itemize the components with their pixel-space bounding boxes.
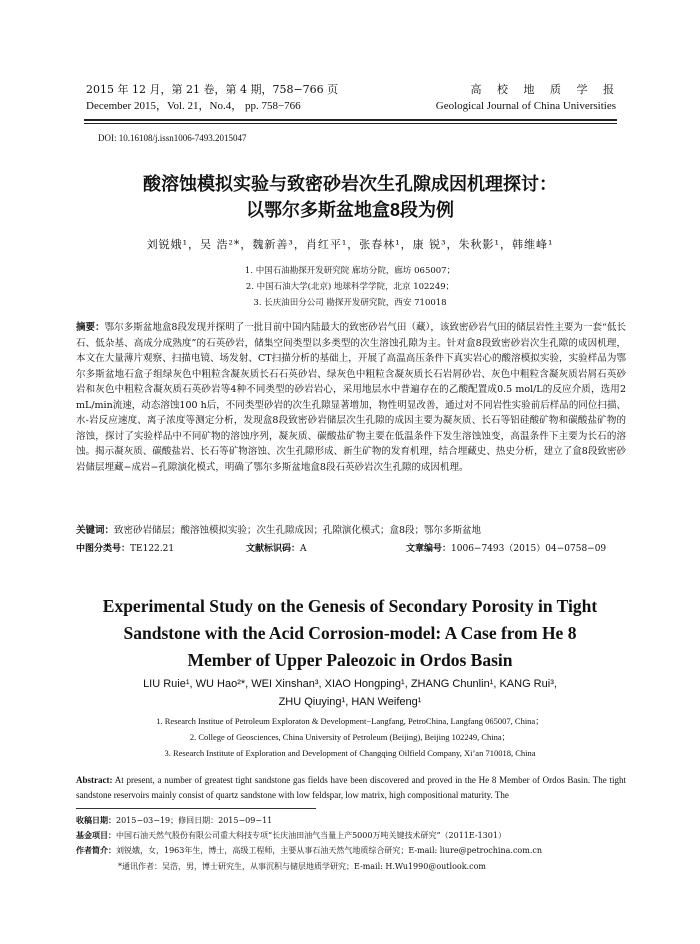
footnote-received [76,813,636,828]
abstract-en [76,773,626,803]
footnote-rule [76,808,316,809]
affiliation-en-2: 2. College of Geosciences, China University of Petroleum (Beijing), Beijing 102249, China； [189,732,511,742]
abstract-cn-label: 摘要： [76,322,105,333]
authors-en-line2: ZHU Qiuying¹, HAN Weifeng¹ [278,696,422,708]
title-en-line3: Member of Upper Paleozoic in Ordos Basin [187,650,513,670]
received-label: 收稿日期： [76,815,116,825]
header-rule-thin [84,123,617,124]
affiliation-en-1: 1. Research Institue of Petroleum Exploraton & Development−Langfang, PetroChina, Langfang 065007, China； [156,716,544,726]
journal-name-cn: 高 校 地 质 学 报 [470,83,620,96]
authors-en-line1: LIU Ruie¹, WU Hao²*, WEI Xinshan³, XIAO Hongping¹, ZHANG Chunlin¹, KANG Rui³, [143,678,557,690]
affiliation-cn-3: 3. 长庆油田分公司 勘探开发研究院，西安 710018 [253,298,447,308]
journal-citation-en: December 2015，Vol. 21，No.4， pp. 758−766 [86,100,301,112]
article-number-value: 1006−7493（2015）04−0758−09 [451,544,607,554]
authors-cn: 刘锐娥¹，吴 浩²*，魏新善³，肖红平¹，张春林¹，康 锐³，朱秋影¹，韩维峰¹ [146,238,554,251]
keywords-cn-label: 关键词： [76,525,115,536]
doi: DOI: 10.16108/j.issn1006-7493.2015047 [98,133,247,143]
received-text: 2015−03−19；修回日期：2015−09−11 [116,816,273,825]
journal-name-en: Geological Journal of China Universities [435,100,616,112]
title-cn-line1: 酸溶蚀模拟实验与致密砂岩次生孔隙成因机理探讨： [143,174,557,194]
title-en-line2: Sandstone with the Acid Corrosion-model: A Case from He 8 [123,623,577,643]
affiliation-cn-1: 1. 中国石油勘探开发研究院 廊坊分院，廊坊 065007； [244,266,456,276]
fund-label: 基金项目： [76,830,116,840]
doc-code-value: A [300,544,307,554]
title-en-line1: Experimental Study on the Genesis of Secondary Porosity in Tight [102,596,598,616]
footnote-corresponding: *通讯作者：吴浩，男，博士研究生，从事沉积与储层地质学研究；E-mail: H.Wu1990@outlook.com [118,862,486,871]
article-number-label: 文章编号： [406,544,452,554]
keywords-cn [76,522,626,536]
title-cn-line2: 以鄂尔多斯盆地盒8段为例 [245,200,454,220]
affiliation-cn-2: 2. 中国石油大学(北京) 地球科学学院，北京 102249； [245,282,455,292]
footnote-author [76,843,636,858]
abstract-en-text: At present, a number of greatest tight sandstone gas fields have been discovered and proved in the He 8 Member of Ordos Basin. The tight sandstone reservoirs mainly consist of quartz sandstone with low feldspar, low matrix, high compositional maturity. The [76,775,626,800]
keywords-cn-text: 致密砂岩储层；酸溶蚀模拟实验；次生孔隙成因；孔隙演化模式；盒8段；鄂尔多斯盆地 [114,525,482,536]
author-bio-text: 刘锐娥，女，1963年生，博士，高级工程师，主要从事石油天然气地质综合研究；E-mail: liure@petrochina.com.cn [116,846,543,855]
abstract-en-label: Abstract: [76,775,113,785]
abstract-cn-text: 鄂尔多斯盆地盒8段发现并探明了一批目前中国内陆最大的致密砂岩气田（藏），该致密砂岩气田的储层岩性主要为一套“低长石、低杂基、高成分成熟度”的石英砂岩，储集空间类型以多类型的次生溶蚀孔隙为主。针对盒8段致密砂岩次生孔隙的成因机理，本文在大量薄片观察、扫描电镜、场发射、CT扫描分析的基础上，开展了高温高压条件下真实岩心的酸溶模拟实验，实验样品为鄂尔多斯盆地石盒子组绿灰色中粗粒含凝灰质长石石英砂岩、绿灰色中粗粒含凝灰质长石岩屑砂岩、灰色中粗粒含凝灰质岩屑石英砂岩和灰色中粗粒含凝灰质石英砂岩等4种不同类型的砂岩岩心，采用地层水中普遍存在的乙酸配置成0.5 mol/L的反应介质，选用2 mL/min流速，动态溶蚀100 h后，不同类型砂岩的次生孔隙显著增加，物性明显改善，通过对不同岩性实验前后样品的同位扫描、水-岩反应速度、离子浓度等测定分析，发现盒8段致密砂岩储层次生孔隙的成因主要为凝灰质、长石等铝硅酸矿物和碳酸盐矿物的溶蚀，探讨了实验样品中不同矿物的溶蚀序列，凝灰质、碳酸盐矿物主要在低温条件下发生溶蚀蚀变，高温条件下主要为长石的溶蚀。揭示凝灰质、碳酸盐岩、长石等矿物溶蚀、次生孔隙形成、新生矿物的发育机理，结合埋藏史、热史分析，建立了盒8段致密砂岩储层埋藏−成岩−孔隙演化模式，明确了鄂尔多斯盆地盒8段石英砂岩次生孔隙的成因机理。 [76,322,626,473]
clc-value: TE122.21 [130,544,175,554]
footnote-fund [76,828,636,843]
affiliation-en-3: 3. Research Institute of Exploration and Development of Changqing Oilfield Company, Xi’an 710018, China [164,748,536,758]
journal-citation-cn: 2015 年 12 月，第 21 卷，第 4 期，758−766 页 [86,83,339,96]
abstract-cn [76,320,626,475]
fund-text: 中国石油天然气股份有限公司重大科技专项“长庆油田油气当量上产5000万吨关键技术研究”（2011E-1301） [116,831,506,840]
clc-label: 中图分类号： [76,544,131,554]
header-rule [84,119,617,121]
author-bio-label: 作者简介： [76,845,116,855]
doc-code-label: 文献标识码： [246,544,301,554]
